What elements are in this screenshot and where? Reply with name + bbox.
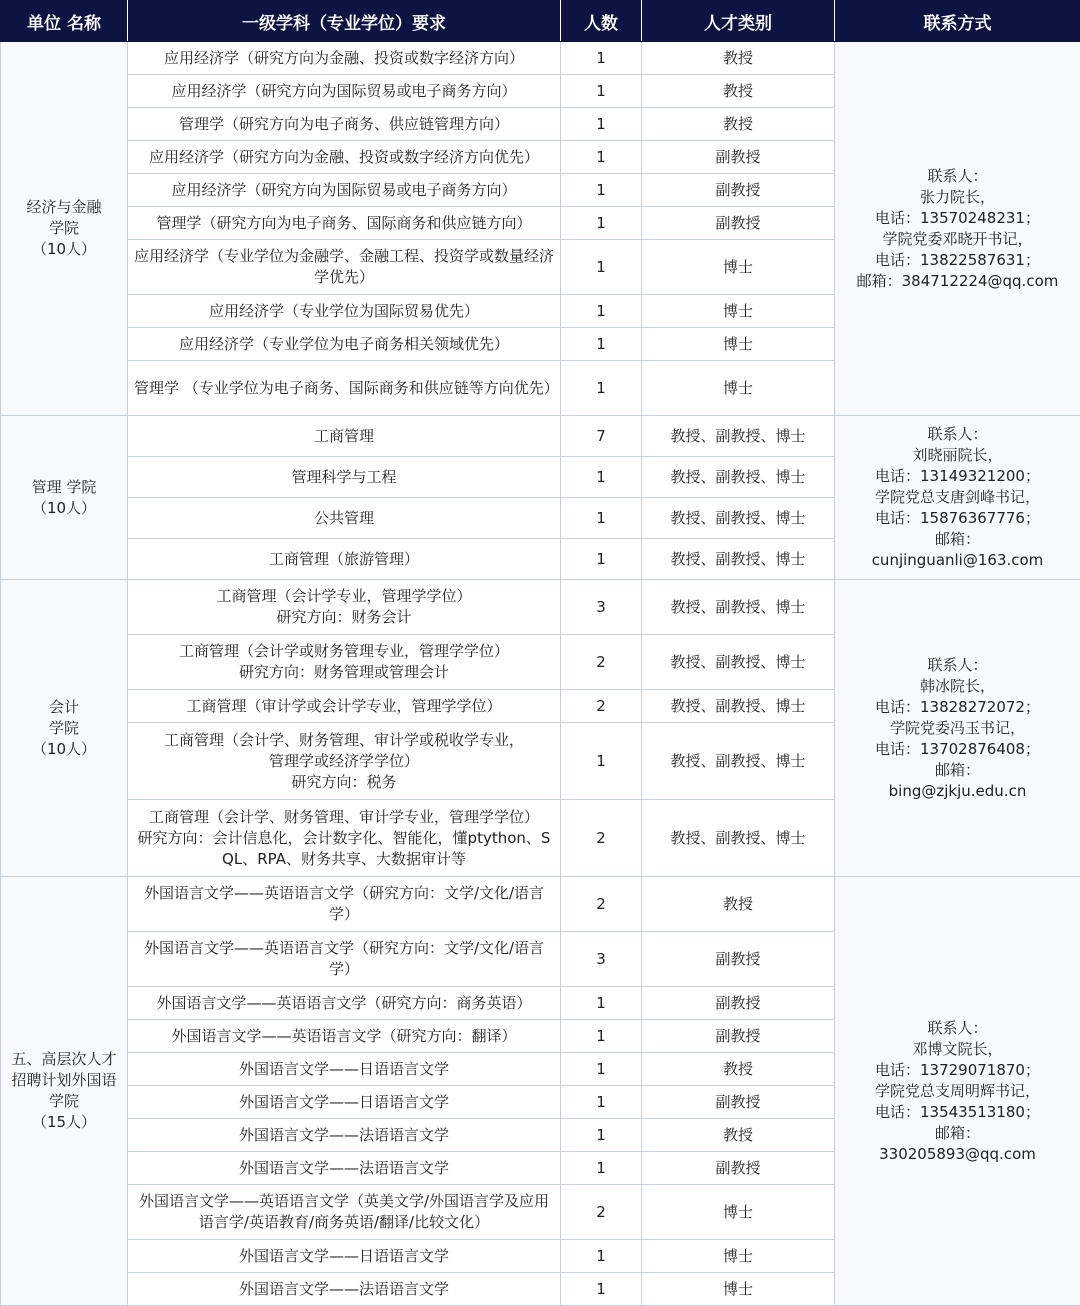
subject-cell: 外国语言文学——英语语言文学（研究方向：文学/文化/语言学） [128, 877, 561, 932]
count-cell: 2 [561, 1185, 642, 1240]
count-cell: 1 [561, 361, 642, 416]
count-cell: 2 [561, 877, 642, 932]
category-cell: 教授 [642, 877, 835, 932]
count-cell: 1 [561, 207, 642, 240]
unit-name-cell: 经济与金融 学院 （10人） [1, 42, 128, 416]
count-cell: 1 [561, 987, 642, 1020]
category-cell: 博士 [642, 1273, 835, 1306]
table-body [1, 42, 1080, 1306]
subject-cell: 管理学 （专业学位为电子商务、国际商务和供应链等方向优先） [128, 361, 561, 416]
subject-cell: 应用经济学（专业学位为国际贸易优先） [128, 295, 561, 328]
subject-cell: 外国语言文学——英语语言文学（研究方向：翻译） [128, 1020, 561, 1053]
contact-cell: 联系人： 刘晓丽院长， 电话：13149321200； 学院党总支唐剑峰书记， 电话：15876367776； 邮箱： cunjinguanli@163.com [835, 416, 1080, 580]
count-cell: 1 [561, 1020, 642, 1053]
count-cell: 1 [561, 723, 642, 800]
unit-name-cell: 五、高层次人才 招聘计划外国语 学院 （15人） [1, 877, 128, 1306]
count-cell: 2 [561, 800, 642, 877]
category-cell: 教授、副教授、博士 [642, 539, 835, 580]
subject-cell: 应用经济学（研究方向为国际贸易或电子商务方向） [128, 174, 561, 207]
count-cell: 1 [561, 108, 642, 141]
subject-cell: 外国语言文学——日语语言文学 [128, 1086, 561, 1119]
category-cell: 副教授 [642, 207, 835, 240]
count-cell: 1 [561, 328, 642, 361]
category-cell: 教授、副教授、博士 [642, 635, 835, 690]
header-row [1, 1, 1080, 42]
count-cell: 3 [561, 932, 642, 987]
subject-cell: 外国语言文学——法语语言文学 [128, 1152, 561, 1185]
category-cell: 教授、副教授、博士 [642, 457, 835, 498]
category-cell: 教授 [642, 1119, 835, 1152]
subject-cell: 外国语言文学——日语语言文学 [128, 1240, 561, 1273]
count-cell: 1 [561, 141, 642, 174]
category-cell: 博士 [642, 1240, 835, 1273]
category-cell: 教授、副教授、博士 [642, 723, 835, 800]
count-cell: 1 [561, 42, 642, 75]
header-subject: 一级学科（专业学位）要求 [128, 1, 561, 42]
count-cell: 1 [561, 498, 642, 539]
count-cell: 1 [561, 174, 642, 207]
contact-cell: 联系人： 韩冰院长， 电话：13828272072； 学院党委冯玉书记， 电话：13702876408； 邮箱： bing@zjkju.edu.cn [835, 580, 1080, 877]
subject-cell: 工商管理 [128, 416, 561, 457]
count-cell: 2 [561, 635, 642, 690]
subject-cell: 工商管理（审计学或会计学专业，管理学学位） [128, 690, 561, 723]
contact-cell: 联系人： 邓博文院长， 电话：13729071870； 学院党总支周明辉书记， 电话：13543513180； 邮箱： 330205893@qq.com [835, 877, 1080, 1306]
category-cell: 教授、副教授、博士 [642, 498, 835, 539]
subject-cell: 工商管理（会计学、财务管理、审计学或税收学专业， 管理学或经济学学位） 研究方向：税务 [128, 723, 561, 800]
table-row [1, 42, 1080, 75]
subject-cell: 工商管理（旅游管理） [128, 539, 561, 580]
category-cell: 教授、副教授、博士 [642, 580, 835, 635]
subject-cell: 公共管理 [128, 498, 561, 539]
category-cell: 副教授 [642, 141, 835, 174]
category-cell: 教授、副教授、博士 [642, 690, 835, 723]
category-cell: 副教授 [642, 1152, 835, 1185]
count-cell: 1 [561, 1086, 642, 1119]
count-cell: 1 [561, 1053, 642, 1086]
category-cell: 副教授 [642, 987, 835, 1020]
count-cell: 1 [561, 240, 642, 295]
category-cell: 博士 [642, 361, 835, 416]
count-cell: 1 [561, 75, 642, 108]
category-cell: 教授 [642, 1053, 835, 1086]
subject-cell: 外国语言文学——日语语言文学 [128, 1053, 561, 1086]
subject-cell: 外国语言文学——英语语言文学（英美文学/外国语言学及应用语言学/英语教育/商务英语/翻译/比较文化） [128, 1185, 561, 1240]
category-cell: 教授 [642, 75, 835, 108]
unit-name-cell: 会计 学院 （10人） [1, 580, 128, 877]
table-row [1, 416, 1080, 457]
count-cell: 2 [561, 690, 642, 723]
subject-cell: 应用经济学（专业学位为金融学、金融工程、投资学或数量经济学优先） [128, 240, 561, 295]
count-cell: 7 [561, 416, 642, 457]
header-unit: 单位 名称 [1, 1, 128, 42]
subject-cell: 管理科学与工程 [128, 457, 561, 498]
subject-cell: 工商管理（会计学、财务管理、审计学专业，管理学学位） 研究方向：会计信息化，会计数字化、智能化，懂ptython、S QL、RPA、财务共享、大数据审计等 [128, 800, 561, 877]
header-contact: 联系方式 [835, 1, 1080, 42]
subject-cell: 外国语言文学——法语语言文学 [128, 1119, 561, 1152]
subject-cell: 应用经济学（研究方向为金融、投资或数字经济方向优先） [128, 141, 561, 174]
count-cell: 1 [561, 1240, 642, 1273]
count-cell: 3 [561, 580, 642, 635]
subject-cell: 管理学（研究方向为电子商务、国际商务和供应链方向） [128, 207, 561, 240]
count-cell: 1 [561, 1273, 642, 1306]
category-cell: 教授、副教授、博士 [642, 800, 835, 877]
count-cell: 1 [561, 295, 642, 328]
category-cell: 教授 [642, 108, 835, 141]
header-count: 人数 [561, 1, 642, 42]
subject-cell: 外国语言文学——法语语言文学 [128, 1273, 561, 1306]
subject-cell: 工商管理（会计学专业，管理学学位） 研究方向：财务会计 [128, 580, 561, 635]
subject-cell: 应用经济学（研究方向为金融、投资或数字经济方向） [128, 42, 561, 75]
header-category: 人才类别 [642, 1, 835, 42]
count-cell: 1 [561, 539, 642, 580]
category-cell: 博士 [642, 295, 835, 328]
subject-cell: 应用经济学（研究方向为国际贸易或电子商务方向） [128, 75, 561, 108]
category-cell: 教授、副教授、博士 [642, 416, 835, 457]
subject-cell: 外国语言文学——英语语言文学（研究方向：商务英语） [128, 987, 561, 1020]
category-cell: 副教授 [642, 1020, 835, 1053]
subject-cell: 工商管理（会计学或财务管理专业，管理学学位） 研究方向：财务管理或管理会计 [128, 635, 561, 690]
subject-cell: 外国语言文学——英语语言文学（研究方向：文学/文化/语言学） [128, 932, 561, 987]
category-cell: 教授 [642, 42, 835, 75]
table-row [1, 580, 1080, 635]
category-cell: 博士 [642, 1185, 835, 1240]
count-cell: 1 [561, 1119, 642, 1152]
category-cell: 博士 [642, 240, 835, 295]
category-cell: 副教授 [642, 1086, 835, 1119]
category-cell: 副教授 [642, 174, 835, 207]
subject-cell: 管理学（研究方向为电子商务、供应链管理方向） [128, 108, 561, 141]
unit-name-cell: 管理 学院 （10人） [1, 416, 128, 580]
contact-cell: 联系人： 张力院长， 电话：13570248231； 学院党委邓晓开书记， 电话：13822587631； 邮箱：384712224@qq.com [835, 42, 1080, 416]
count-cell: 1 [561, 457, 642, 498]
category-cell: 博士 [642, 328, 835, 361]
subject-cell: 应用经济学（专业学位为电子商务相关领域优先） [128, 328, 561, 361]
category-cell: 副教授 [642, 932, 835, 987]
count-cell: 1 [561, 1152, 642, 1185]
table-row [1, 877, 1080, 932]
